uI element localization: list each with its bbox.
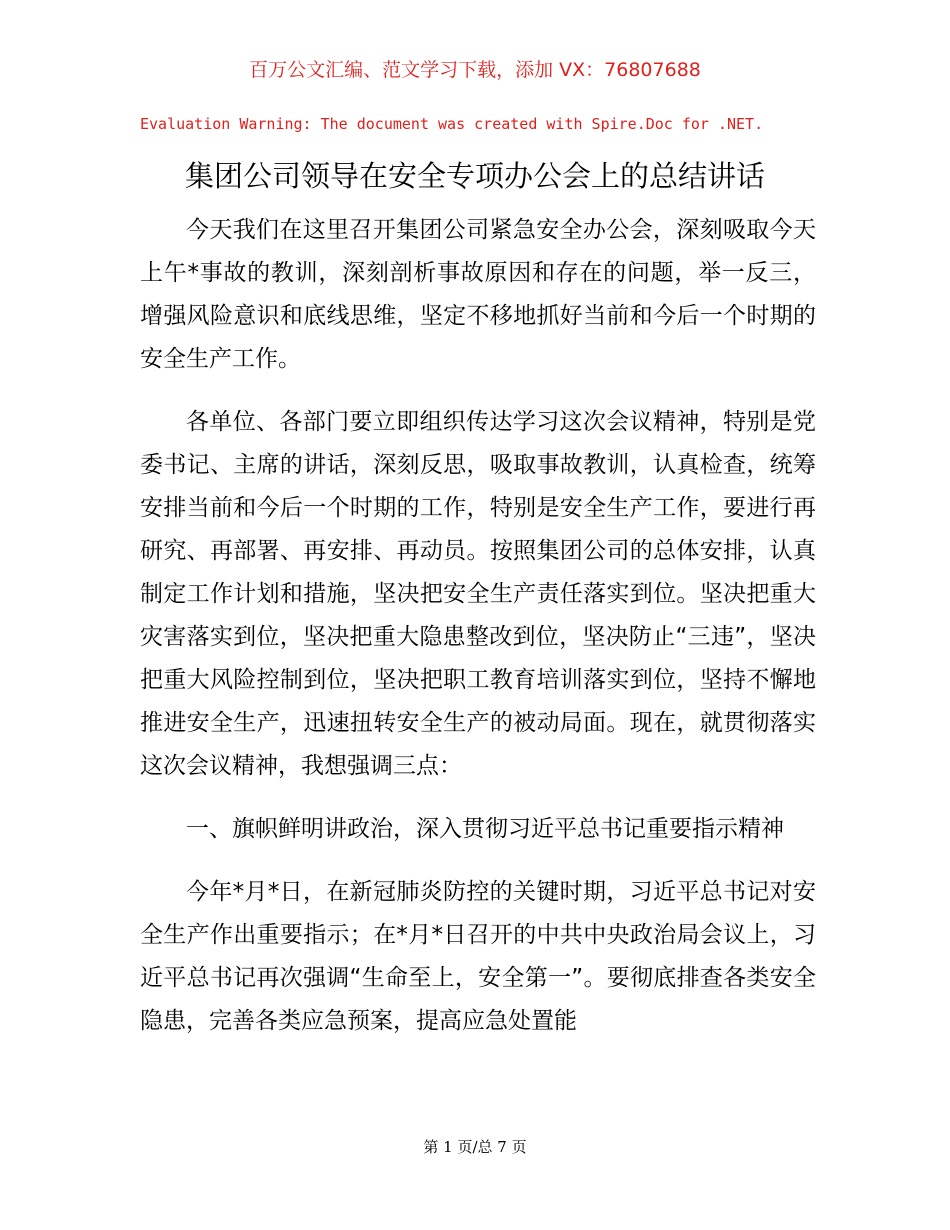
paragraph-requirements: 各单位、各部门要立即组织传达学习这次会议精神，特别是党委书记、主席的讲话，深刻反思，吸取事故教训，认真检查，统筹安排当前和今后一个时期的工作，特别是安全生产工作，要进行再研究、再部署、再安排、再动员。按照集团公司的总体安排，认真制定工作计划和措施，坚决把安全生产责任落实到位。坚决把重大灾害落实到位，坚决把重大隐患整改到位，坚决防止“三违”，坚决把重大风险控制到位，坚决把职工教育培训落实到位，坚持不懈地推进安全生产，迅速扭转安全生产的被动局面。现在，就贯彻落实这次会议精神，我想强调三点： xyxy=(140,409,816,779)
document-body xyxy=(140,209,816,1063)
page-indicator: 第 1 页/总 7 页 xyxy=(423,1138,527,1156)
section-heading-one: 一、旗帜鲜明讲政治，深入贯彻习近平总书记重要指示精神 xyxy=(186,816,784,842)
header-banner: 百万公文汇编、范文学习下载，添加 VX：76807688 xyxy=(249,59,701,81)
paragraph-instructions: 今年*月*日，在新冠肺炎防控的关键时期，习近平总书记对安全生产作出重要指示；在*月*日召开的中共中央政治局会议上，习近平总书记再次强调“生命至上，安全第一”。要彻底排查各类安全隐患，完善各类应急预案，提高应急处置能 xyxy=(140,879,816,1034)
evaluation-warning: Evaluation Warning: The document was created with Spire.Doc for .NET. xyxy=(140,115,764,133)
paragraph-intro: 今天我们在这里召开集团公司紧急安全办公会，深刻吸取今天上午*事故的教训，深刻剖析事故原因和存在的问题，举一反三，增强风险意识和底线思维，坚定不移地抓好当前和今后一个时期的安全生产工作。 xyxy=(140,217,816,372)
document-title: 集团公司领导在安全专项办公会上的总结讲话 xyxy=(184,159,765,193)
